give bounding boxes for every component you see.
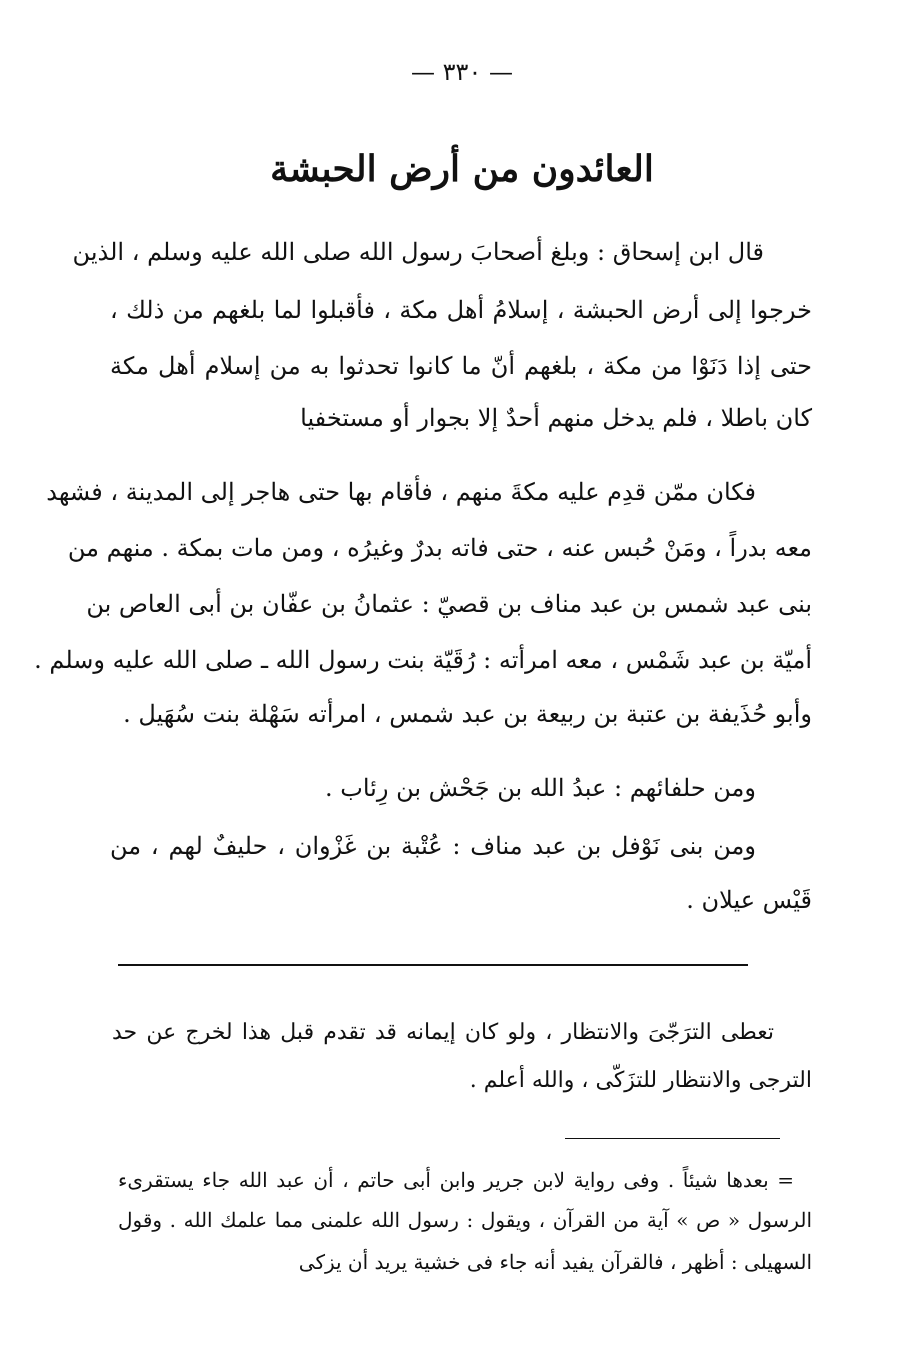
chapter-title: العائدون من أرض الحبشة [270, 148, 654, 190]
body-line: فكان ممّن قدِم عليه مكةَ منهم ، فأقام بها حتى هاجر إلى المدينة ، فشهد [46, 478, 756, 506]
body-line: حتى إذا دَنَوْا من مكة ، بلغهم أنّ ما كانوا تحدثوا به من إسلام أهل مكة [110, 352, 812, 380]
body-line: أميّة بن عبد شَمْس ، معه امرأته : رُقَيّة بنت رسول الله ـ صلى الله عليه وسلم . [34, 646, 812, 674]
footnote-line: تعطى الترَجّىَ والانتظار ، ولو كان إيمانه قد تقدم قبل هذا لخرج عن حد [112, 1020, 774, 1045]
footnote-line: الترجى والانتظار للتزَكّى ، والله أعلم . [469, 1068, 812, 1093]
page-number: — ٣٣٠ — [411, 58, 513, 86]
body-line: قَيْس عيلان . [686, 886, 812, 914]
body-line: كان باطلا ، فلم يدخل منهم أحدٌ إلا بجوار أو مستخفيا [300, 404, 812, 432]
body-line: خرجوا إلى أرض الحبشة ، إسلامُ أهل مكة ، فأقبلوا لما بلغهم من ذلك ، [110, 296, 812, 324]
body-line: ومن بنى نَوْفل بن عبد مناف : عُتْبة بن غَزْوان ، حليفٌ لهم ، من [110, 832, 756, 860]
body-line: ومن حلفائهم : عبدُ الله بن جَحْش بن رِئاب . [325, 774, 756, 802]
footnote-line: = بعدها شيئاً . وفى رواية لابن جرير وابن أبى حاتم ، أن عبد الله جاء يستقرىء [118, 1168, 794, 1192]
footnote-separator [118, 964, 748, 966]
footnote-line: السهيلى : أظهر ، فالقرآن يفيد أنه جاء فى خشية يريد أن يزكى [298, 1250, 812, 1274]
body-line: قال ابن إسحاق : وبلغ أصحابَ رسول الله صلى الله عليه وسلم ، الذين [72, 238, 764, 266]
body-line: وأبو حُذَيفة بن عتبة بن ربيعة بن عبد شمس ، امرأته سَهْلة بنت سُهَيل . [123, 700, 812, 728]
body-line: بنى عبد شمس بن عبد مناف بن قصيّ : عثمانُ بن عفّان بن أبى العاص بن [86, 590, 812, 618]
footnote-line: الرسول « ص » آية من القرآن ، ويقول : رسول الله علمنى مما علمك الله . وقول [118, 1208, 812, 1232]
footnote-separator-small [565, 1138, 780, 1139]
body-line: معه بدراً ، ومَنْ حُبس عنه ، حتى فاته بدرٌ وغيرُه ، ومن مات بمكة . منهم من [67, 534, 812, 562]
